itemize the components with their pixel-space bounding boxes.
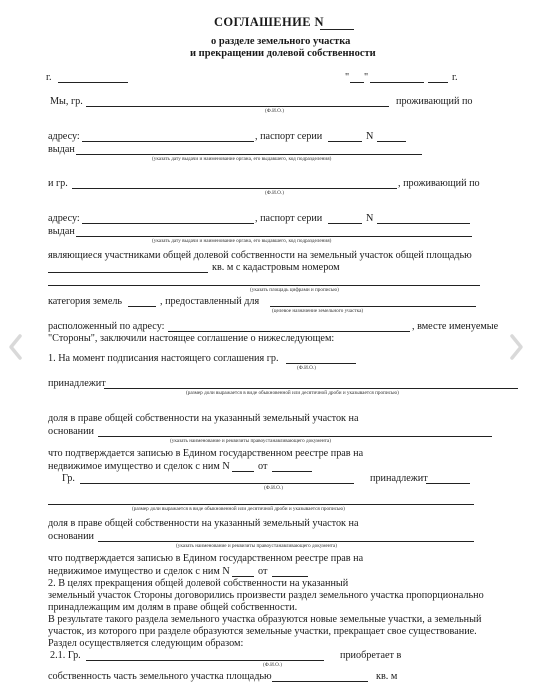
party2-residing-label: , проживающий по bbox=[398, 178, 480, 189]
party1-name-field[interactable] bbox=[86, 106, 389, 107]
clause2-area-field[interactable] bbox=[272, 681, 368, 682]
clause1-basis-label: основании bbox=[48, 426, 94, 437]
clause1-belongs-label: принадлежит bbox=[48, 378, 106, 389]
clause2-line3: принадлежащим им долям в праве общей собственности. bbox=[48, 602, 298, 613]
named-label: , вместе именуемые bbox=[412, 321, 499, 332]
clause2-line6: Раздел осуществляется следующим образом: bbox=[48, 638, 244, 649]
party2-fio-hint: (Ф.И.О.) bbox=[265, 190, 284, 196]
agreement-number-line[interactable] bbox=[320, 29, 354, 30]
clause2-line5: участок, из которого при разделе образуются земельные участки, прекращает свое существование. bbox=[48, 626, 477, 637]
land-category-label: категория земель bbox=[48, 296, 123, 307]
area-unit-text: кв. м с кадастровым номером bbox=[212, 262, 340, 273]
clause1-gr2-label: Гр. bbox=[62, 473, 75, 484]
next-page-button[interactable] bbox=[506, 330, 528, 364]
city-prefix: г. bbox=[46, 72, 52, 83]
party2-passport-series-field[interactable] bbox=[328, 223, 362, 224]
participants-text: являющиеся участниками общей долевой собственности на земельный участок общей площадью bbox=[48, 250, 472, 261]
cadastral-number-field[interactable] bbox=[48, 285, 480, 286]
date-year-field[interactable] bbox=[428, 82, 448, 83]
land-category-field[interactable] bbox=[128, 306, 156, 307]
party2-name-field[interactable] bbox=[72, 188, 397, 189]
clause1-from2-label: от bbox=[258, 566, 268, 577]
purpose-hint: (целевое назначение земельного участка) bbox=[272, 308, 364, 314]
located-label: расположенный по адресу: bbox=[48, 321, 165, 332]
clause1-record1-number-field[interactable] bbox=[232, 471, 254, 472]
party2-prefix: и гр. bbox=[48, 178, 68, 189]
party1-passport-number-field[interactable] bbox=[377, 141, 406, 142]
party1-address-field[interactable] bbox=[82, 141, 254, 142]
parties-line: "Стороны", заключили настоящее соглашение о нижеследующем: bbox=[48, 333, 335, 344]
clause2-line2: земельный участок Стороны договорились произвести раздел земельного участка пропорционально bbox=[48, 590, 484, 601]
clause1-share-text: доля в праве общей собственности на указанный земельный участок на bbox=[48, 413, 359, 424]
party1-address-label: адресу: bbox=[48, 131, 80, 142]
clause1-belongs2-label: принадлежит bbox=[370, 473, 428, 484]
party2-issued-hint: (указать дату выдачи и наименование органа, его выдавшего, код подразделения) bbox=[152, 238, 332, 244]
clause1-fio-hint: (Ф.И.О.) bbox=[297, 365, 316, 371]
party2-passport-number-field[interactable] bbox=[377, 223, 470, 224]
clause1-realty-label: недвижимое имущество и сделок с ним N bbox=[48, 461, 230, 472]
area-field[interactable] bbox=[48, 272, 208, 273]
area-hint: (указать площадь цифрами и прописью) bbox=[250, 287, 339, 293]
clause1-share-hint2: (размер доли выражается в виде обыкновенной или десятичной дроби и указывается прописью) bbox=[132, 506, 345, 512]
clause2-line1: 2. В целях прекращения общей долевой собственности на указанный bbox=[48, 578, 349, 589]
clause1-record2-date-field[interactable] bbox=[272, 576, 308, 577]
party2-issued-label: выдан bbox=[48, 226, 75, 237]
party2-n-label: N bbox=[366, 213, 374, 224]
clause2-fio-hint: (Ф.И.О.) bbox=[263, 662, 282, 668]
chevron-right-icon bbox=[509, 333, 525, 361]
party2-issued-field[interactable] bbox=[76, 236, 472, 237]
clause1-owner1-field[interactable] bbox=[286, 363, 356, 364]
clause1-record1-date-field[interactable] bbox=[272, 471, 312, 472]
party1-fio-hint: (Ф.И.О.) bbox=[265, 108, 284, 114]
clause1-basis2-label: основании bbox=[48, 531, 94, 542]
clause2-acquires-label: приобретает в bbox=[340, 650, 402, 661]
purpose-field[interactable] bbox=[270, 306, 476, 307]
party1-issued-field[interactable] bbox=[76, 154, 422, 155]
clause1-realty-label2: недвижимое имущество и сделок с ним N bbox=[48, 566, 230, 577]
prev-page-button[interactable] bbox=[4, 330, 26, 364]
clause1-share1-field[interactable] bbox=[104, 388, 518, 389]
party2-address-label: адресу: bbox=[48, 213, 80, 224]
party1-n-label: N bbox=[366, 131, 374, 142]
clause1-share2-start-field[interactable] bbox=[426, 483, 470, 484]
clause1-intro: 1. На момент подписания настоящего соглашения гр. bbox=[48, 353, 279, 364]
clause1-fio-hint2: (Ф.И.О.) bbox=[264, 485, 283, 491]
party1-issued-label: выдан bbox=[48, 144, 75, 155]
clause2-acquirer-field[interactable] bbox=[86, 660, 324, 661]
clause1-confirmed-text: что подтверждается записью в Едином государственном реестре прав на bbox=[48, 448, 364, 459]
clause1-from-label: от bbox=[258, 461, 268, 472]
clause1-basis1-field[interactable] bbox=[98, 436, 492, 437]
document-title: СОГЛАШЕНИЕ N bbox=[214, 15, 324, 29]
clause2-sub-gr: 2.1. Гр. bbox=[50, 650, 81, 661]
party1-issued-hint: (указать дату выдачи и наименование органа, его выдавшего, код подразделения) bbox=[152, 156, 332, 162]
date-quote-open: " bbox=[345, 72, 350, 83]
party2-passport-label: , паспорт серии bbox=[255, 213, 323, 224]
clause1-basis2-field[interactable] bbox=[98, 541, 474, 542]
clause1-owner2-field[interactable] bbox=[80, 483, 354, 484]
clause1-record2-number-field[interactable] bbox=[232, 576, 254, 577]
year-suffix: г. bbox=[452, 72, 458, 83]
party2-address-field[interactable] bbox=[82, 223, 254, 224]
party1-passport-label: , паспорт серии bbox=[255, 131, 323, 142]
clause1-doc-hint: (указать наименование и реквизиты правоустанавливающего документа) bbox=[170, 438, 331, 444]
party1-passport-series-field[interactable] bbox=[328, 141, 362, 142]
clause2-unit-label: кв. м bbox=[376, 671, 398, 682]
provided-for-label: , предоставленный для bbox=[160, 296, 260, 307]
date-quote-close: " bbox=[364, 72, 369, 83]
document-subtitle-1: о разделе земельного участка bbox=[211, 36, 351, 47]
document-subtitle-2: и прекращении долевой собственности bbox=[190, 48, 376, 59]
clause1-share2-field[interactable] bbox=[48, 504, 474, 505]
clause2-ownership-label: собственность часть земельного участка площадью bbox=[48, 671, 272, 682]
date-month-field[interactable] bbox=[370, 82, 424, 83]
clause2-line4: В результате такого раздела земельного участка образуются новые земельные участки, а земельный bbox=[48, 614, 482, 625]
city-field[interactable] bbox=[58, 82, 128, 83]
party1-prefix: Мы, гр. bbox=[50, 96, 83, 107]
clause1-doc-hint2: (указать наименование и реквизиты правоустанавливающего документа) bbox=[176, 543, 337, 549]
chevron-left-icon bbox=[7, 333, 23, 361]
location-address-field[interactable] bbox=[168, 331, 410, 332]
clause1-share-hint: (размер доли выражается в виде обыкновенной или десятичной дроби и указывается прописью) bbox=[186, 390, 399, 396]
clause1-confirmed-text2: что подтверждается записью в Едином государственном реестре прав на bbox=[48, 553, 364, 564]
date-day-field[interactable] bbox=[350, 82, 364, 83]
party1-residing-label: проживающий по bbox=[396, 96, 473, 107]
clause1-share-text2: доля в праве общей собственности на указанный земельный участок на bbox=[48, 518, 359, 529]
